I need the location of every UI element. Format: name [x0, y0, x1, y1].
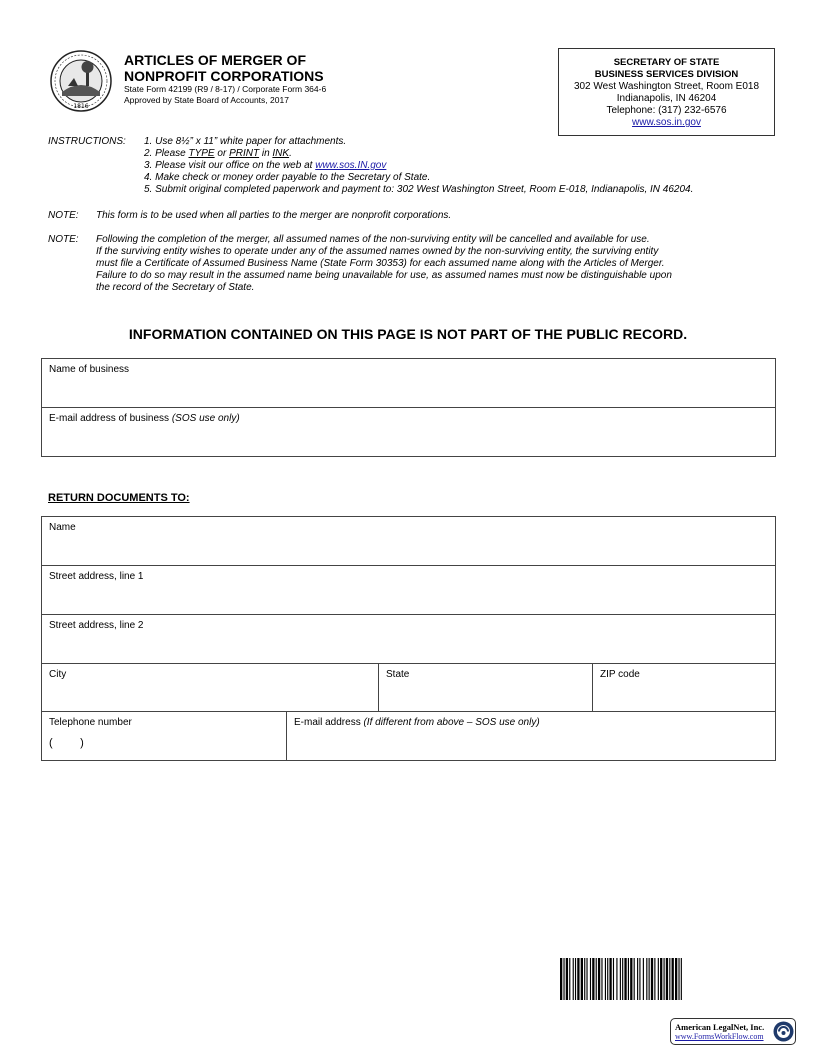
footer-company: American LegalNet, Inc. — [675, 1022, 765, 1032]
note-2-label: NOTE: — [48, 234, 79, 245]
state-seal-icon — [50, 50, 112, 112]
sos-web-link[interactable]: www.sos.IN.gov — [315, 160, 387, 171]
business-name-label: Name of business — [49, 364, 130, 375]
return-name-label: Name — [49, 522, 76, 533]
note-1-text: This form is to be used when all parties to the merger are nonprofit corporations. — [96, 210, 452, 221]
city-field[interactable] — [41, 663, 379, 712]
approval-line: Approved by State Board of Accounts, 2017 — [124, 95, 289, 105]
street-address-2-field[interactable] — [41, 614, 776, 664]
business-email-label: E-mail address of business (SOS use only) — [49, 413, 240, 424]
area-code-parens: ( ) — [49, 737, 84, 749]
footer-logo — [670, 1018, 796, 1045]
instruction-item-4: 4. Make check or money order payable to the Secretary of State. — [144, 172, 431, 183]
note-1-label: NOTE: — [48, 210, 79, 221]
telephone-label: Telephone number — [49, 717, 132, 728]
form-title — [124, 52, 324, 84]
return-documents-heading: RETURN DOCUMENTS TO: — [48, 492, 190, 504]
return-email-label: E-mail address (If different from above – SOS use only) — [294, 717, 540, 728]
type-emphasis: TYPE — [188, 148, 215, 159]
return-email-field[interactable] — [286, 711, 776, 761]
sos-address: 302 West Washington Street, Room E018 — [573, 81, 760, 92]
sos-division: BUSINESS SERVICES DIVISION — [594, 69, 739, 80]
instruction-item-5: 5. Submit original completed paperwork and payment to: 302 West Washington Street, Room E-018, Indianapolis, IN 46204. — [144, 184, 694, 195]
instructions-list — [144, 136, 693, 196]
street-address-2-label: Street address, line 2 — [49, 620, 144, 631]
sos-website-link[interactable]: www.sos.in.gov — [632, 117, 701, 128]
instructions-label: INSTRUCTIONS: — [48, 136, 126, 147]
sos-phone: Telephone: (317) 232-6576 — [606, 105, 727, 116]
business-name-field[interactable] — [41, 358, 776, 408]
title-line-1: ARTICLES OF MERGER OF — [124, 52, 306, 68]
footer-url-link[interactable]: www.FormsWorkFlow.com — [675, 1032, 764, 1041]
public-record-heading: INFORMATION CONTAINED ON THIS PAGE IS NOT PART OF THE PUBLIC RECORD. — [128, 326, 688, 342]
sos-title: SECRETARY OF STATE — [613, 57, 720, 68]
zip-code-field[interactable] — [592, 663, 776, 712]
zip-code-label: ZIP code — [600, 669, 640, 680]
instruction-item-2: 2. Please TYPE or PRINT in INK. — [144, 148, 292, 159]
state-field[interactable] — [378, 663, 593, 712]
return-name-field[interactable] — [41, 516, 776, 566]
secretary-of-state-box — [558, 48, 775, 136]
sos-city: Indianapolis, IN 46204 — [616, 93, 717, 104]
street-address-1-label: Street address, line 1 — [49, 571, 144, 582]
instruction-item-1: 1. Use 8½” x 11” white paper for attachments. — [144, 136, 347, 147]
logo-globe-icon — [773, 1021, 794, 1042]
ink-emphasis: INK — [272, 148, 290, 159]
instruction-item-3: 3. Please visit our office on the web at www.sos.IN.gov — [144, 160, 387, 171]
form-number: State Form 42199 (R9 / 8-17) / Corporate Form 364-6 — [124, 84, 327, 94]
telephone-field[interactable] — [41, 711, 287, 761]
business-email-field[interactable] — [41, 407, 776, 457]
street-address-1-field[interactable] — [41, 565, 776, 615]
barcode-icon — [560, 958, 753, 1000]
city-label: City — [49, 669, 67, 680]
title-line-2: NONPROFIT CORPORATIONS — [124, 68, 324, 84]
svg-text:1816: 1816 — [73, 103, 89, 110]
print-emphasis: PRINT — [229, 148, 260, 159]
state-label: State — [386, 669, 410, 680]
note-2-text: Following the completion of the merger, all assumed names of the non-surviving entity will be cancelled and available for use. If the surviving entity wishes to operate under any of the assumed names owned by the non-surviving entity, the surviving entity must file a Certificate of Assumed Business Name (State Form 30353) for each assumed name along with the Articles of Merger. Failure to do so may result in the assumed name being unavailable for use, as assumed names must now be distinguishable upon the record of the Secretary of State. — [96, 234, 672, 293]
